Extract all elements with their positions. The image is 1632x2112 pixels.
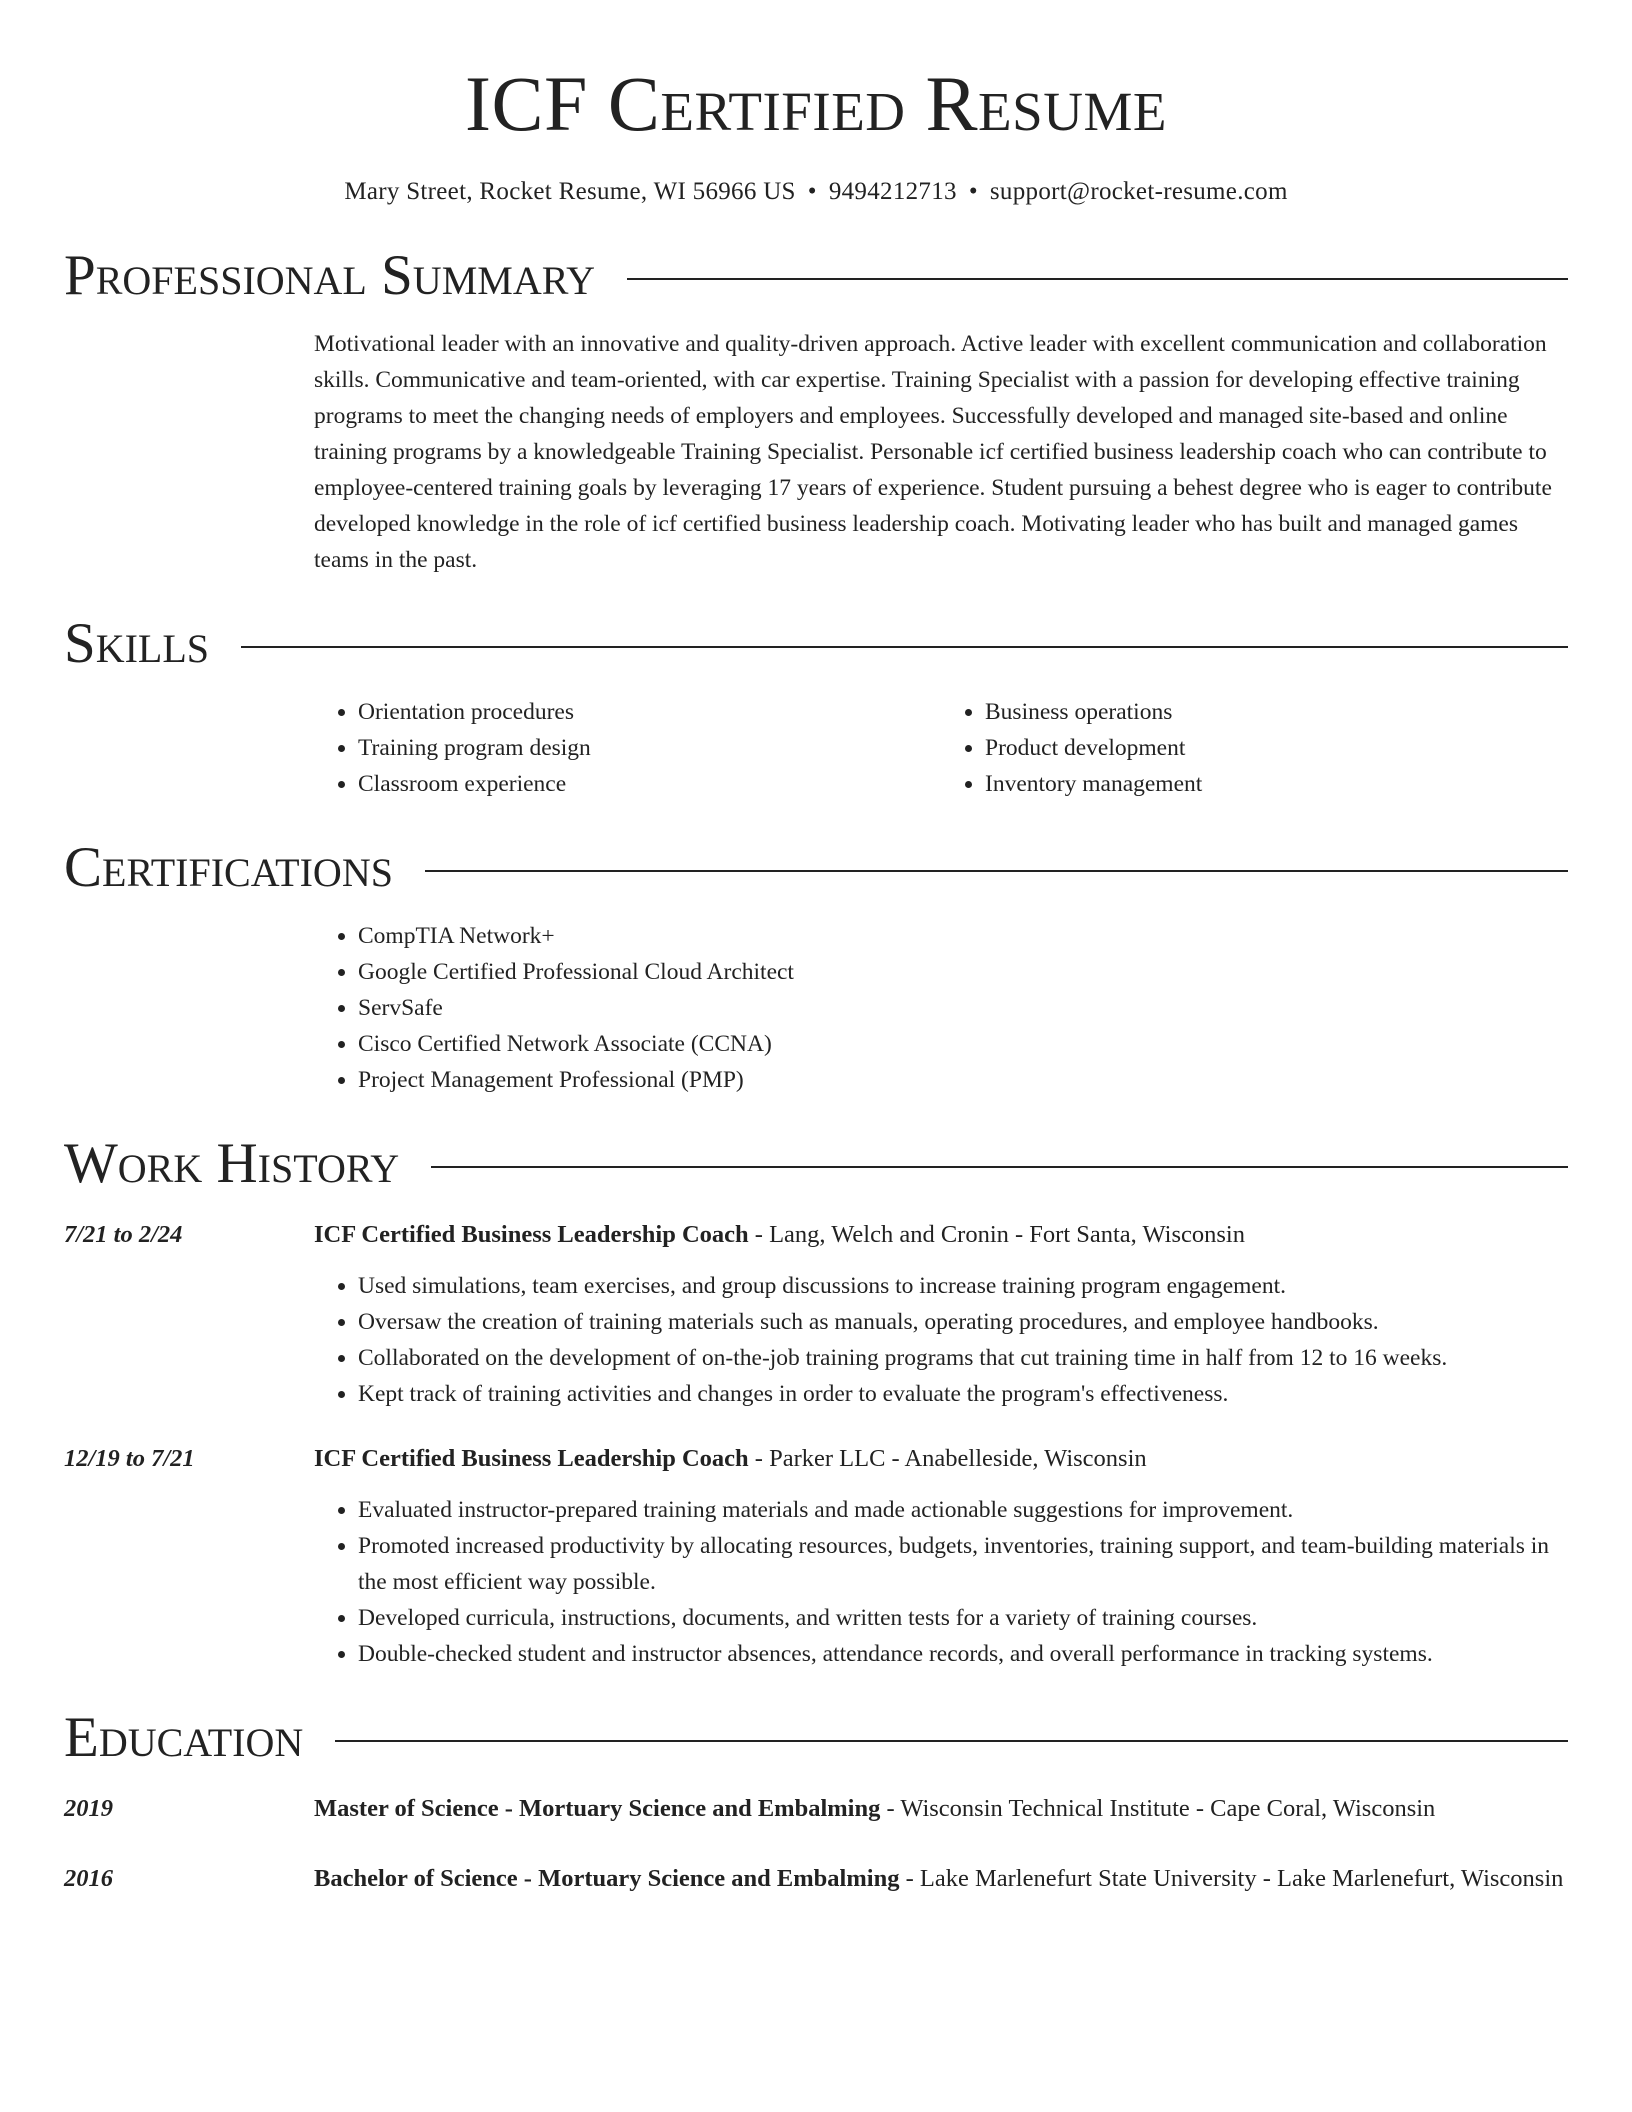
education-heading: Education xyxy=(64,1706,304,1769)
education-entry xyxy=(64,1790,1568,1828)
job-date: 7/21 to 2/24 xyxy=(64,1221,183,1248)
certification-item: • CompTIA Network+ xyxy=(358,918,1568,954)
summary-heading: Professional Summary xyxy=(64,244,596,307)
job-bullet: • Developed curricula, instructions, documents, and written tests for a variety of training courses. xyxy=(358,1600,1568,1636)
skill-item: • Orientation procedures xyxy=(358,694,941,730)
job-bullet: • Kept track of training activities and changes in order to evaluate the program's effectiveness. xyxy=(358,1376,1568,1412)
job-bullet: • Used simulations, team exercises, and group discussions to increase training program engagement. xyxy=(358,1268,1568,1304)
contact-separator: • xyxy=(807,178,817,205)
job-details: - Parker LLC - Anabelleside, Wisconsin xyxy=(748,1445,1147,1472)
job-date: 12/19 to 7/21 xyxy=(64,1445,195,1472)
contact-email: support@rocket-resume.com xyxy=(989,178,1288,205)
education-entry xyxy=(64,1860,1568,1898)
education-degree: Master of Science - Mortuary Science and Embalming xyxy=(314,1795,881,1822)
job-bullet: • Collaborated on the development of on-the-job training programs that cut training time in half from 12 to 16 weeks. xyxy=(358,1340,1568,1376)
skills-column-left xyxy=(314,694,941,802)
contact-separator: • xyxy=(968,178,978,205)
education-degree: Bachelor of Science - Mortuary Science and Embalming xyxy=(314,1865,900,1892)
education-details: - Wisconsin Technical Institute - Cape Coral, Wisconsin xyxy=(880,1795,1436,1822)
summary-text: Motivational leader with an innovative and quality-driven approach. Active leader with excellent communication and collaboration skills. Communicative and team-oriented, with car expertise. Training Specialist with a passion for developing effective training programs to meet the changing needs of employers and employees. Successfully developed and managed site-based and online training programs by a knowledgeable Training Specialist. Personable icf certified business leadership coach who can contribute to employee-centered training goals by leveraging 17 years of experience. Student pursuing a behest degree who is eager to contribute developed knowledge in the role of icf certified business leadership coach. Motivating leader who has built and managed games teams in the past. xyxy=(314,331,1552,573)
certification-item: • ServSafe xyxy=(358,990,1568,1026)
job-header xyxy=(64,1440,1568,1478)
certifications-list xyxy=(314,918,1568,1098)
work-heading: Work History xyxy=(64,1132,400,1195)
job-bullet: • Evaluated instructor-prepared training materials and made actionable suggestions for improvement. xyxy=(358,1492,1568,1528)
skill-item: • Product development xyxy=(985,730,1568,766)
certifications-heading: Certifications xyxy=(64,836,393,899)
contact-line xyxy=(64,178,1568,206)
work-section-header xyxy=(64,1132,1568,1196)
job-title: ICF Certified Business Leadership Coach xyxy=(314,1221,749,1248)
certifications-section-header xyxy=(64,836,1568,900)
education-line xyxy=(314,1860,1568,1898)
education-line xyxy=(314,1790,1568,1828)
contact-phone: 9494212713 xyxy=(828,178,957,205)
education-year: 2016 xyxy=(64,1865,113,1892)
job-header xyxy=(64,1216,1568,1254)
job-entry xyxy=(64,1440,1568,1672)
section-rule xyxy=(431,1166,1568,1168)
skills-heading: Skills xyxy=(64,612,210,675)
job-title-line xyxy=(314,1216,1568,1254)
skills-list xyxy=(314,694,1568,802)
skill-item: • Business operations xyxy=(985,694,1568,730)
job-bullets xyxy=(314,1268,1568,1412)
education-section-header xyxy=(64,1706,1568,1770)
summary-section-header xyxy=(64,244,1568,308)
contact-address: Mary Street, Rocket Resume, WI 56966 US xyxy=(344,178,796,205)
section-rule xyxy=(425,870,1568,872)
job-title-line xyxy=(314,1440,1568,1478)
resume-name: ICF Certified Resume xyxy=(465,60,1167,147)
job-bullets xyxy=(314,1492,1568,1672)
certification-item: • Cisco Certified Network Associate (CCNA) xyxy=(358,1026,1568,1062)
section-rule xyxy=(627,278,1568,280)
section-rule xyxy=(241,646,1568,648)
certification-item: • Google Certified Professional Cloud Architect xyxy=(358,954,1568,990)
skill-item: • Classroom experience xyxy=(358,766,941,802)
skill-item: • Inventory management xyxy=(985,766,1568,802)
skill-item: • Training program design xyxy=(358,730,941,766)
job-title: ICF Certified Business Leadership Coach xyxy=(314,1445,749,1472)
skills-column-right xyxy=(941,694,1568,802)
job-details: - Lang, Welch and Cronin - Fort Santa, Wisconsin xyxy=(748,1221,1245,1248)
job-bullet: • Promoted increased productivity by allocating resources, budgets, inventories, training support, and team-building materials in the most efficient way possible. xyxy=(358,1528,1568,1600)
education-year: 2019 xyxy=(64,1795,113,1822)
education-details: - Lake Marlenefurt State University - Lake Marlenefurt, Wisconsin xyxy=(899,1865,1564,1892)
job-entry xyxy=(64,1216,1568,1412)
section-rule xyxy=(335,1740,1568,1742)
job-bullet: • Oversaw the creation of training materials such as manuals, operating procedures, and employee handbooks. xyxy=(358,1304,1568,1340)
skills-section-header xyxy=(64,612,1568,676)
job-bullet: • Double-checked student and instructor absences, attendance records, and overall performance in tracking systems. xyxy=(358,1636,1568,1672)
certification-item: • Project Management Professional (PMP) xyxy=(358,1062,1568,1098)
